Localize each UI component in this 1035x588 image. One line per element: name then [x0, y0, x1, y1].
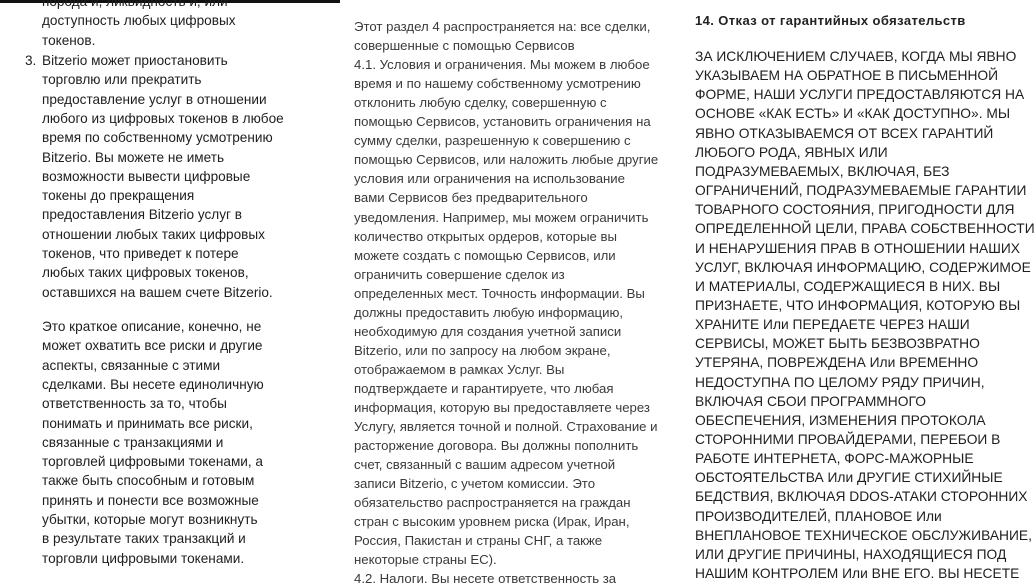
text-line: убытки, которые могут возникнуть: [42, 512, 258, 527]
text-line: записи Bitzerio, с учетом комиссии. Это: [354, 476, 596, 492]
text-line: уведомления. Например, мы можем ограничить: [354, 209, 649, 225]
text-line: БЕДСТВИЯ, ВКЛЮЧАЯ DDOS-АТАКИ СТОРОННИХ: [695, 489, 1028, 505]
text-line: количество открытых ордеров, которые вы: [354, 228, 618, 244]
text-line: ВКЛЮЧАЯ СБОИ ПРОГРАММНОГО: [695, 393, 926, 409]
text-line: 4.2. Налоги. Вы несете ответственность за: [354, 571, 617, 587]
text-line: СЕРВИСЫ, МОЖЕТ БЫТЬ БЕЗВОЗВРАТНО: [695, 336, 980, 352]
text-line: ОБСТОЯТЕЛЬСТВА Или ДРУГИЕ СТИХИЙНЫЕ: [695, 470, 1003, 486]
text-line: порода и, ликвидность и, или: [42, 0, 228, 9]
text-line: доступность любых цифровых: [42, 13, 236, 29]
text-line: торговлей цифровыми токенами, а: [42, 454, 263, 470]
text-line: определенных мест. Точность информации. Вы: [354, 285, 645, 301]
text-line: токены до прекращения: [42, 188, 195, 204]
text-line: И МАТЕРИАЛЫ, СОДЕРЖАЩИЕСЯ В НИХ. ВЫ: [695, 278, 1001, 294]
text-line: время и по нашему собственному усмотрению: [354, 76, 641, 92]
text-line: СТОРОННИМИ ПРОВАЙДЕРАМИ, ПЕРЕБОИ В: [695, 432, 1001, 447]
text-line: должны предоставить любую информацию,: [354, 304, 624, 320]
text-line: также быть способным и готовым: [42, 473, 255, 489]
text-line: торговлю или прекратить: [42, 72, 202, 88]
text-line: подтверждаете и гарантируете, что любая: [354, 380, 614, 396]
text-line: понимать и принимать все риски,: [42, 415, 253, 431]
text-line: оставшихся на вашем счете Bitzerio.: [42, 284, 273, 300]
text-line: ИЛИ ДРУГИЕ ПРИЧИНЫ, НАХОДЯЩИЕСЯ ПОД: [695, 546, 1007, 562]
text-line: ХРАНИТЕ Или ПЕРЕДАЕТЕ ЧЕРЕЗ НАШИ: [695, 317, 970, 333]
text-line: расторжение договора. Вы должны пополнить: [354, 438, 639, 454]
text-line: УСЛУГ, ВКЛЮЧАЯ ИНФОРМАЦИЮ, СОДЕРЖИМОЕ: [695, 259, 1031, 275]
list-item-marker: 3.: [25, 53, 37, 68]
middle-column: [340, 0, 680, 587]
text-line: Это краткое описание, конечно, не: [42, 319, 262, 334]
text-line: ОПРЕДЕЛЕННОЙ ЦЕЛИ, ПРАВА СОБСТВЕННОСТИ: [695, 221, 1035, 237]
text-line: торговли цифровыми токенами.: [42, 550, 245, 566]
text-line: Этот раздел 4 распространяется на: все сделки,: [354, 19, 651, 34]
text-line: любых таких цифровых токенов,: [42, 265, 249, 281]
text-line: счет, связанный с вашим адресом учетной: [354, 457, 616, 473]
text-line: ПРИЗНАЕТЕ, ЧТО ИНФОРМАЦИЯ, КОТОРУЮ ВЫ: [695, 297, 1021, 313]
text-line: ответственность за то, чтобы: [42, 396, 227, 412]
text-line: сделками. Вы несете единоличную: [42, 376, 264, 392]
left-column: [0, 0, 340, 576]
text-line: аспекты, связанные с этими: [42, 357, 221, 373]
text-line: ОГРАНИЧЕНИЙ, ПОДРАЗУМЕВАЕМЫЕ ГАРАНТИИ: [695, 183, 1027, 199]
text-line: условия или ограничения на использование: [354, 171, 626, 187]
text-line: информация, которую вы предоставляете через: [354, 400, 650, 415]
text-line: ОБЕСПЕЧЕНИЯ, ИЗМЕНЕНИЯ ПРОТОКОЛА: [695, 412, 986, 428]
text-line: токенов, что приведет к потере: [42, 246, 239, 261]
text-line: помощью Сервисов, установить ограничения на: [354, 114, 651, 130]
text-line: в результате таких транзакций и: [42, 531, 246, 547]
text-line: ФОРМЕ, НАШИ УСЛУГИ ПРЕДОСТАВЛЯЮТСЯ НА: [695, 87, 1025, 103]
text-line: Bitzerio. Вы можете не иметь: [42, 149, 225, 165]
text-line: помощью Сервисов, или наложить любые другие: [354, 152, 659, 168]
text-line: УКАЗЫВАЕМ НА ОБРАТНОЕ В ПИСЬМЕННОЙ: [695, 68, 999, 84]
right-column: [680, 0, 1035, 582]
text-line: может охватить все риски и другие: [42, 338, 263, 354]
text-line: ТОВАРНОГО СОСТОЯНИЯ, ПРИГОДНОСТИ ДЛЯ: [695, 202, 1015, 218]
text-line: И НЕНАРУШЕНИЯ ПРАВ В ОТНОШЕНИИ НАШИХ: [695, 240, 1021, 256]
text-line: обязательство распространяется на граждан: [354, 495, 631, 511]
text-line: ЗА ИСКЛЮЧЕНИЕМ СЛУЧАЕВ, КОГДА МЫ ЯВНО: [695, 49, 1017, 64]
text-line: вами Сервисов без предварительного: [354, 190, 588, 206]
text-line: ОСНОВЕ «КАК ЕСТЬ» И «КАК ДОСТУПНО». МЫ: [695, 106, 1011, 122]
text-line: Bitzerio может приостановить: [42, 53, 228, 68]
text-line: сумму сделки, разрешенную к совершению с: [354, 133, 631, 149]
text-line: ЯВНО ОТКАЗЫВАЕМСЯ ОТ ВСЕХ ГАРАНТИЙ: [695, 125, 994, 141]
text-line: предоставление услуг в отношении: [42, 91, 267, 107]
text-line: токенов.: [42, 32, 96, 48]
text-line: РАБОТЕ ИНТЕРНЕТА, ФОРС-МАЖОРНЫЕ: [695, 451, 974, 467]
text-line: ЛЮБОГО РОДА, ЯВНЫХ ИЛИ: [695, 144, 888, 160]
text-line: стран с высоким уровнем риска (Ирак, Иран,: [354, 514, 630, 530]
text-line: время по собственному усмотрению: [42, 130, 273, 146]
text-line: любого из цифровых токенов в любое: [42, 110, 284, 126]
text-line: Услугу, является точной и полной. Страхование и: [354, 419, 658, 435]
text-line: совершенные с помощью Сервисов: [354, 38, 575, 54]
text-line: отклонить любую сделку, совершенную с: [354, 95, 607, 111]
text-line: отношении любых таких цифровых: [42, 226, 265, 242]
text-line: НЕДОСТУПНА ПО ЦЕЛОМУ РЯДУ ПРИЧИН,: [695, 374, 985, 390]
text-line: 4.1. Условия и ограничения. Мы можем в любое: [354, 57, 650, 73]
text-line: Россия, Пакистан и страны СНГ, а также: [354, 533, 603, 549]
text-line: ПРОИЗВОДИТЕЛЕЙ, ПЛАНОВОЕ Или: [695, 508, 942, 524]
text-line: отображаемом в рамках Услуг. Вы: [354, 361, 565, 377]
text-line: Bitzerio, или по запросу на любом экране,: [354, 342, 611, 358]
text-line: НАШИМ КОНТРОЛЕМ Или ВНЕ ЕГО. ВЫ НЕСЕТЕ: [695, 566, 1020, 582]
text-line: ПОДРАЗУМЕВАЕМЫХ, ВКЛЮЧАЯ, БЕЗ: [695, 163, 950, 179]
section-heading: 14. Отказ от гарантийных обязательств: [695, 13, 966, 28]
text-line: принять и понести все возможные: [42, 492, 259, 508]
text-line: можете создать с помощью Сервисов, или: [354, 247, 616, 263]
text-line: УТЕРЯНА, ПОВРЕЖДЕНА Или ВРЕМЕННО: [695, 355, 979, 371]
text-line: возможности вывести цифровые: [42, 168, 251, 184]
text-line: ВНЕПЛАНОВОЕ ТЕХНИЧЕСКОЕ ОБСЛУЖИВАНИЕ,: [695, 527, 1032, 543]
text-line: некоторые страны ЕС).: [354, 552, 497, 568]
text-line: ограничить совершение сделок из: [354, 266, 565, 282]
text-line: необходимую для создания учетной записи: [354, 323, 622, 339]
text-line: связанные с транзакциями и: [42, 434, 224, 450]
text-line: предоставления Bitzerio услуг в: [42, 207, 242, 223]
